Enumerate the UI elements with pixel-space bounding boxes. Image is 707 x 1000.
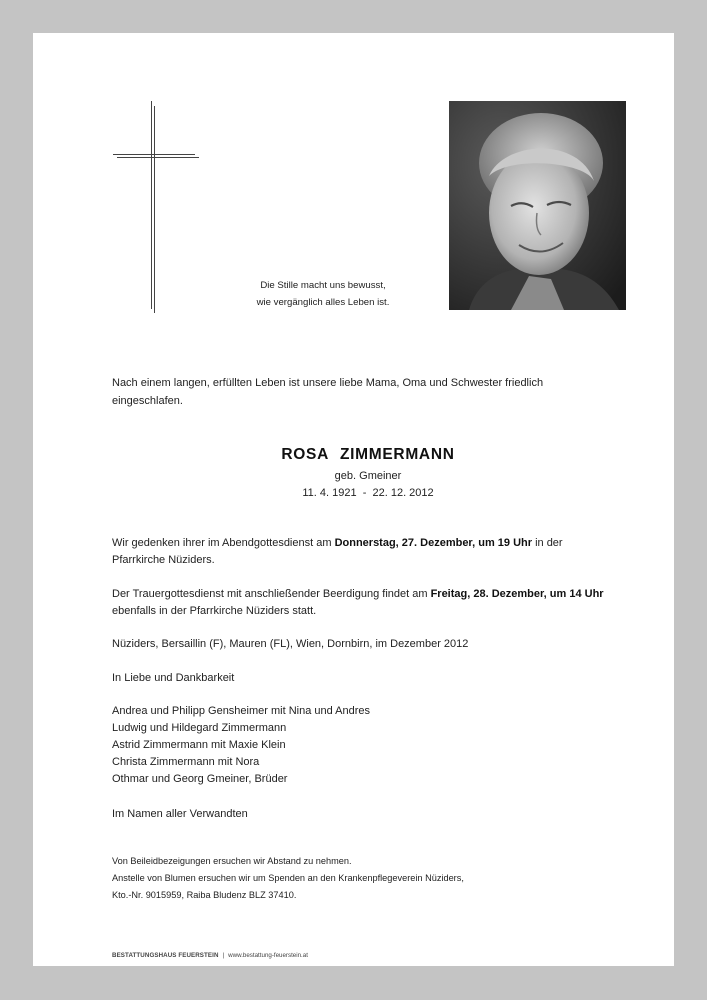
memorial-line — [112, 535, 642, 552]
funeral-line: ebenfalls in der Pfarrkirche Nüziders statt. — [112, 605, 317, 617]
first-name: ROSA — [281, 446, 329, 463]
funeral-line — [112, 586, 642, 603]
mourner: Christa Zimmermann mit Nora — [112, 756, 260, 768]
intro-text — [112, 374, 632, 410]
last-name: ZIMMERMANN — [339, 446, 455, 463]
footer-separator: | — [222, 952, 225, 959]
obituary-sheet — [33, 33, 674, 966]
funeral-service-text — [112, 586, 642, 620]
motto-line: wie vergänglich alles Leben ist. — [256, 297, 390, 308]
memorial-text: Wir gedenken ihrer im Abendgottesdienst am — [112, 537, 335, 549]
birth-name: geb. Gmeiner — [334, 470, 402, 482]
mourner: Ludwig und Hildegard Zimmermann — [112, 722, 287, 734]
footer — [112, 951, 308, 961]
deceased-block — [183, 445, 553, 502]
note-line: Anstelle von Blumen ersuchen wir um Spenden an den Krankenpflegeverein Nüziders, — [112, 873, 464, 883]
date-separator: - — [362, 487, 367, 499]
motto — [213, 277, 433, 311]
mourners-list — [112, 703, 512, 788]
intro-line: Nach einem langen, erfüllten Leben ist unsere liebe Mama, Oma und Schwester friedlich — [112, 377, 544, 389]
memorial-service-text — [112, 535, 642, 569]
notes — [112, 853, 612, 904]
footer-website-link[interactable]: www.bestattung-feuerstein.at — [228, 952, 308, 959]
birth-date: 11. 4. 1921 — [302, 487, 357, 499]
memorial-text: in der — [532, 537, 563, 549]
mourner: Andrea und Philipp Gensheimer mit Nina und Andres — [112, 705, 371, 717]
memorial-line: Pfarrkirche Nüziders. — [112, 554, 215, 566]
motto-line: Die Stille macht uns bewusst, — [260, 280, 386, 291]
memorial-datetime: Donnerstag, 27. Dezember, um 19 Uhr — [334, 537, 533, 549]
note-line: Von Beileidbezeigungen ersuchen wir Abstand zu nehmen. — [112, 856, 352, 866]
place-date: Nüziders, Bersaillin (F), Mauren (FL), Wien, Dornbirn, im Dezember 2012 — [112, 638, 469, 650]
death-date: 22. 12. 2012 — [372, 487, 434, 499]
footer-brand: BESTATTUNGSHAUS FEUERSTEIN — [112, 952, 219, 959]
funeral-datetime: Freitag, 28. Dezember, um 14 Uhr — [430, 588, 604, 600]
portrait-photo — [449, 101, 626, 310]
funeral-text: Der Trauergottesdienst mit anschließender Beerdigung findet am — [112, 588, 431, 600]
life-dates — [183, 485, 553, 502]
cross-icon — [113, 101, 203, 313]
intro-line: eingeschlafen. — [112, 395, 183, 407]
closing-greeting: In Liebe und Dankbarkeit — [112, 672, 235, 684]
note-line: Kto.-Nr. 9015959, Raiba Bludenz BLZ 37410. — [112, 890, 297, 900]
relatives-note: Im Namen aller Verwandten — [112, 808, 248, 820]
mourner: Astrid Zimmermann mit Maxie Klein — [112, 739, 286, 751]
deceased-name — [183, 445, 553, 465]
mourner: Othmar und Georg Gmeiner, Brüder — [112, 773, 288, 785]
